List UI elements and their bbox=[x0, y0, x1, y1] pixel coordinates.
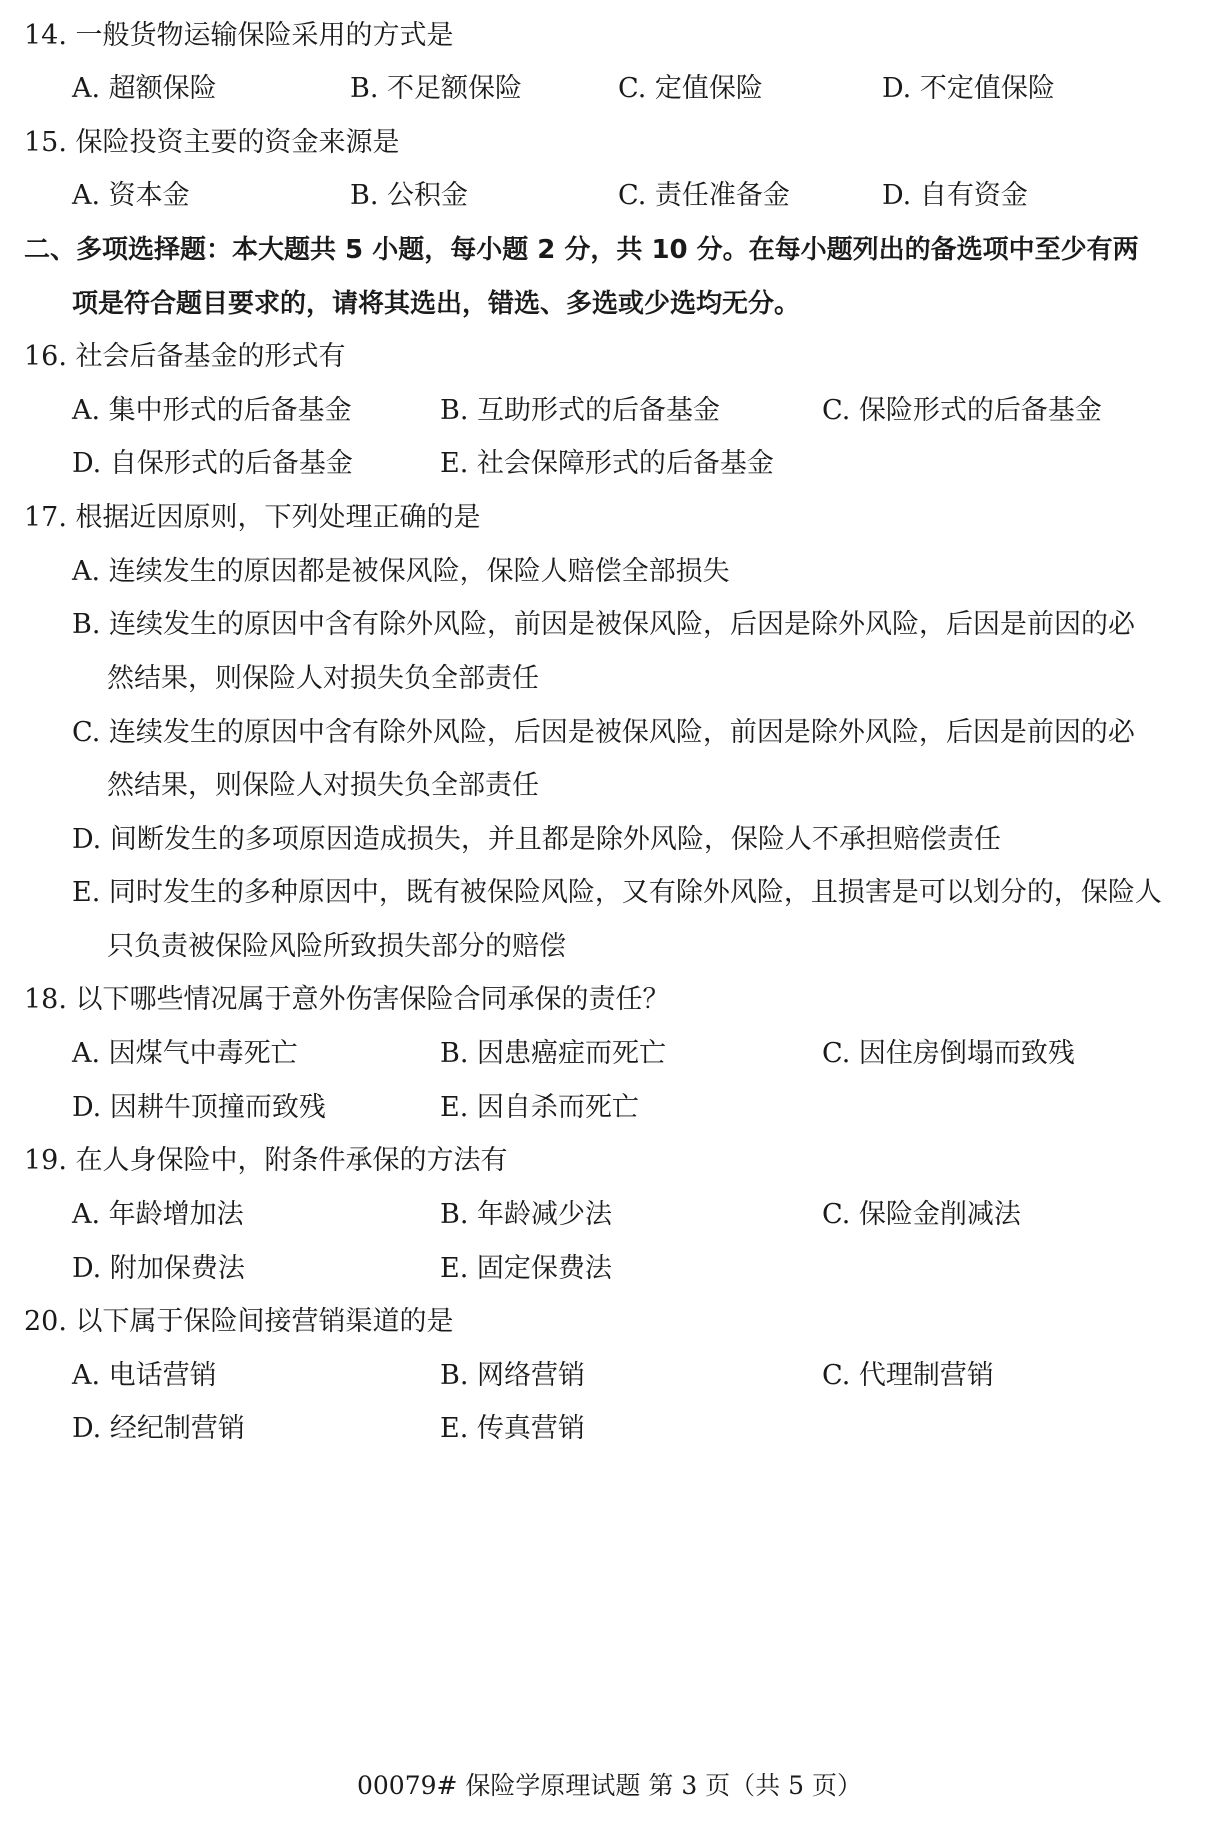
q17-option-b-line1: B. 连续发生的原因中含有除外风险，前因是被保风险，后因是除外风险，后因是前因的必 bbox=[72, 609, 1136, 640]
q16-option-a: A. 集中形式的后备基金 bbox=[72, 395, 352, 426]
section-2-instructions-line1: 二、多项选择题：本大题共 5 小题，每小题 2 分，共 10 分。在每小题列出的备选项中至少有两 bbox=[24, 235, 1139, 265]
section-2-instructions-line2: 项是符合题目要求的，请将其选出，错选、多选或少选均无分。 bbox=[72, 289, 801, 319]
q16-option-d: D. 自保形式的后备基金 bbox=[72, 448, 353, 479]
q19-option-e: E. 固定保费法 bbox=[440, 1253, 612, 1284]
q20-option-d: D. 经纪制营销 bbox=[72, 1413, 245, 1444]
q16-option-c: C. 保险形式的后备基金 bbox=[822, 395, 1102, 426]
question-15-stem: 15. 保险投资主要的资金来源是 bbox=[24, 127, 400, 158]
q15-option-a: A. 资本金 bbox=[72, 180, 190, 211]
q14-option-b: B. 不足额保险 bbox=[350, 73, 523, 104]
q20-option-b: B. 网络营销 bbox=[440, 1360, 586, 1391]
q17-option-a: A. 连续发生的原因都是被保风险，保险人赔偿全部损失 bbox=[72, 556, 730, 587]
q20-option-e: E. 传真营销 bbox=[440, 1413, 585, 1444]
q18-option-c: C. 因住房倒塌而致残 bbox=[822, 1038, 1075, 1069]
q14-option-d: D. 不定值保险 bbox=[882, 73, 1055, 104]
q14-option-a: A. 超额保险 bbox=[72, 73, 217, 104]
q20-option-a: A. 电话营销 bbox=[72, 1360, 217, 1391]
question-14-stem: 14. 一般货物运输保险采用的方式是 bbox=[24, 20, 454, 51]
q19-option-a: A. 年龄增加法 bbox=[72, 1199, 244, 1230]
q17-option-c-line1: C. 连续发生的原因中含有除外风险，后因是被保风险，前因是除外风险，后因是前因的必 bbox=[72, 717, 1135, 748]
question-20-stem: 20. 以下属于保险间接营销渠道的是 bbox=[24, 1306, 454, 1337]
q20-option-c: C. 代理制营销 bbox=[822, 1360, 994, 1391]
q16-option-e: E. 社会保障形式的后备基金 bbox=[440, 448, 774, 479]
question-18-stem: 18. 以下哪些情况属于意外伤害保险合同承保的责任？ bbox=[24, 984, 670, 1015]
q18-option-b: B. 因患癌症而死亡 bbox=[440, 1038, 667, 1069]
q19-option-d: D. 附加保费法 bbox=[72, 1253, 245, 1284]
q19-option-c: C. 保险金削减法 bbox=[822, 1199, 1021, 1230]
q17-option-e-line2: 只负责被保险风险所致损失部分的赔偿 bbox=[107, 931, 566, 962]
q17-option-b-line2: 然结果，则保险人对损失负全部责任 bbox=[107, 663, 539, 694]
q17-option-d: D. 间断发生的多项原因造成损失，并且都是除外风险，保险人不承担赔偿责任 bbox=[72, 824, 1001, 855]
q16-option-b: B. 互助形式的后备基金 bbox=[440, 395, 721, 426]
question-16-stem: 16. 社会后备基金的形式有 bbox=[24, 341, 346, 372]
q15-option-d: D. 自有资金 bbox=[882, 180, 1028, 211]
q18-option-a: A. 因煤气中毒死亡 bbox=[72, 1038, 298, 1069]
q15-option-b: B. 公积金 bbox=[350, 180, 469, 211]
q19-option-b: B. 年龄减少法 bbox=[440, 1199, 613, 1230]
q18-option-e: E. 因自杀而死亡 bbox=[440, 1092, 639, 1123]
q17-option-c-line2: 然结果，则保险人对损失负全部责任 bbox=[107, 770, 539, 801]
q15-option-c: C. 责任准备金 bbox=[618, 180, 790, 211]
q14-option-c: C. 定值保险 bbox=[618, 73, 763, 104]
page-footer: 00079# 保险学原理试题 第 3 页（共 5 页） bbox=[357, 1771, 862, 1800]
q18-option-d: D. 因耕牛顶撞而致残 bbox=[72, 1092, 326, 1123]
q17-option-e-line1: E. 同时发生的多种原因中，既有被保险风险，又有除外风险，且损害是可以划分的，保险人 bbox=[72, 877, 1162, 908]
question-17-stem: 17. 根据近因原则，下列处理正确的是 bbox=[24, 502, 481, 533]
question-19-stem: 19. 在人身保险中，附条件承保的方法有 bbox=[24, 1145, 508, 1176]
